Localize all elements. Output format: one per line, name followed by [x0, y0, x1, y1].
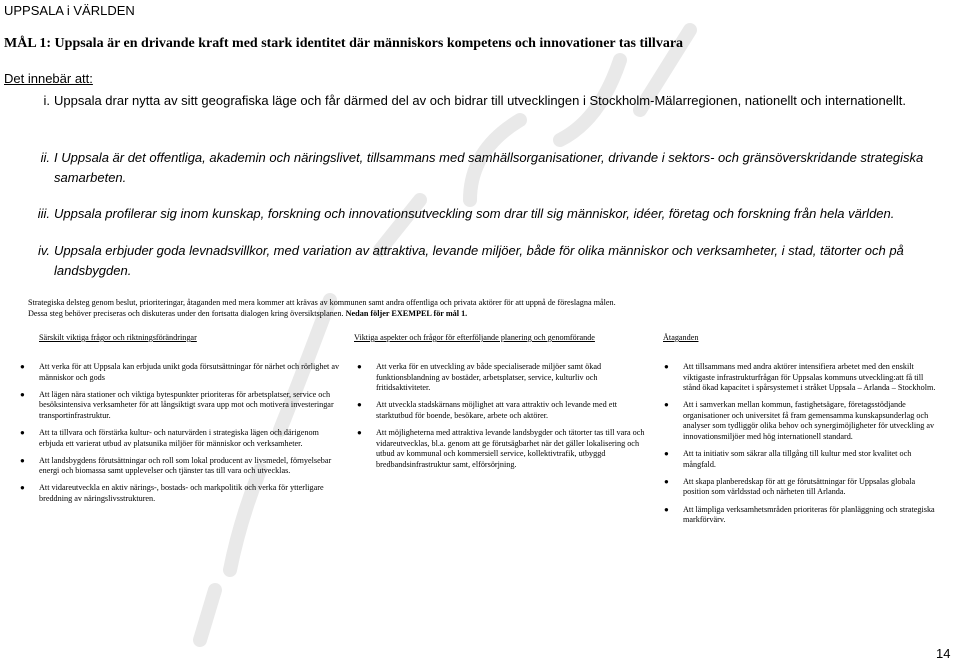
- list-item: [18, 390, 340, 422]
- list-item-text: Att ta initiativ som säkrar alla tillgång till kultur med stor kvalitet och mångfald.: [683, 449, 912, 469]
- column-heading-commitments: Åtaganden: [663, 333, 699, 342]
- list-item-text: Att lämpliga verksamhetsmråden prioriteras för planläggning och strategiska markförvärv.: [683, 504, 935, 525]
- list-item: [355, 428, 650, 470]
- list-item-text: Att skapa planberedskap för att ge förutsättningar för Uppsalas globala position som världsstad och närheten till Arlanda.: [683, 476, 916, 497]
- list-item: [662, 505, 942, 526]
- list-item-text: Att lägen nära stationer och viktiga bytespunkter prioriteras för arbetsplatser, service och besöksintensiva verksamheter för att långsiktigt svara upp mot och motivera investeringar transportinfrastruktur.: [39, 389, 334, 420]
- list-item-text: Att möjligheterna med attraktiva levande landsbygder och tätorter tas till vara och vidareutvecklas, bl.a. genom att ge förutsägbarhet när det gäller lokalisering och utbud av kommunal och kommersiell service, kollektivtrafik, utbyggd bredbandsinfrastruktur samt, elförsörjning.: [376, 427, 645, 469]
- list-item: [662, 400, 942, 442]
- list-item: [662, 449, 942, 470]
- list-item: [18, 362, 340, 383]
- column-heading-issues: Särskilt viktiga frågor och riktningsförändringar: [39, 333, 197, 342]
- list-item-text: Att vidareutveckla en aktiv närings-, bostads- och markpolitik och verka för ytterligare breddning av näringslivsstrukturen.: [39, 483, 324, 503]
- strategy-note-text: Dessa steg behöver preciseras och diskuteras under den fortsatta dialogen kring översiktsplanen.: [28, 309, 344, 318]
- strategy-note-line: Strategiska delsteg genom beslut, prioriteringar, åtaganden med mera kommer att krävas av kommunen samt andra offentliga och privata aktörer för att uppnå de föreslagna målen.: [28, 298, 616, 307]
- goal-item-number: iv.: [37, 243, 50, 258]
- list-item: [355, 400, 650, 421]
- list-item: [662, 477, 942, 498]
- list-item-text: Att utveckla stadskärnans möjlighet att vara attraktiv och levande med ett starktutbud för boende, besökare, arbete och aktörer.: [376, 400, 617, 420]
- goal-item-number: i.: [43, 93, 50, 108]
- list-item: [18, 456, 340, 477]
- bullet-icon: ●: [20, 455, 25, 465]
- commitments-list: [662, 362, 942, 532]
- page-header-title: UPPSALA i VÄRLDEN: [4, 3, 135, 18]
- goal-item-text: Uppsala profilerar sig inom kunskap, forskning och innovationsutveckling som drar till sig människor, idéer, företag och forskning från hela världen.: [54, 206, 895, 221]
- goal-item-number: ii.: [40, 150, 50, 165]
- bullet-icon: ●: [357, 400, 362, 410]
- bullet-icon: ●: [664, 362, 669, 371]
- page-number: 14: [936, 646, 951, 661]
- issues-list: [18, 362, 340, 511]
- bullet-icon: ●: [664, 400, 669, 410]
- list-item: [662, 362, 942, 394]
- aspects-list: [355, 362, 650, 477]
- list-item: [355, 362, 650, 394]
- bullet-icon: ●: [664, 449, 669, 459]
- strategy-note-emphasis: Nedan följer EXEMPEL för mål 1.: [345, 309, 468, 318]
- bullet-icon: ●: [20, 362, 25, 371]
- list-item-text: Att ta tillvara och förstärka kultur- och naturvärden i strategiska lägen och därigenom erbjuda ett varierat utbud av platsunika miljöer för människor och verksamheter.: [39, 427, 319, 448]
- list-item-text: Att verka för en utveckling av både specialiserade miljöer samt ökad funktionsblandning av bostäder, arbetsplatser, service, kulturliv och fritidsaktiviteter.: [376, 362, 602, 393]
- bullet-icon: ●: [20, 427, 25, 437]
- list-item-text: Att tillsammans med andra aktörer intensifiera arbetet med den enskilt viktigaste infrastrukturfrågan för Uppsalas kommuns utveckling:att få till stånd ökad kapacitet i spårsystemet i stråket Uppsala – Arlanda – Stockholm.: [683, 362, 936, 393]
- list-item-text: Att verka för att Uppsala kan erbjuda unikt goda försutsättningar för närhet och rörlighet av människor och gods: [39, 362, 340, 382]
- goal-heading: MÅL 1: Uppsala är en drivande kraft med stark identitet där människors kompetens och innovationer tas tillvara: [4, 36, 684, 51]
- list-item-text: Att landsbygdens förutsättningar och roll som lokal producent av livsmedel, förnyelsebar energi och biomassa samt upplevelser och tjänster tas till vara och utvecklas.: [39, 455, 332, 476]
- goal-item-number: iii.: [37, 206, 50, 221]
- list-item: [18, 483, 340, 504]
- goal-intro: Det innebär att:: [4, 71, 93, 86]
- goal-item-text: Uppsala drar nytta av sitt geografiska läge och får därmed del av och bidrar till utvecklingen i Stockholm-Mälarregionen, nationellt och internationellt.: [54, 93, 906, 108]
- list-item: [18, 428, 340, 449]
- bullet-icon: ●: [357, 427, 362, 437]
- bullet-icon: ●: [664, 476, 669, 486]
- goal-item-text: Uppsala erbjuder goda levnadsvillkor, med variation av attraktiva, levande miljöer, både för olika människor och verksamheter, i stad, tätorter och på landsbygden.: [54, 243, 904, 278]
- strategy-note-line: [28, 308, 928, 319]
- bullet-icon: ●: [357, 362, 362, 371]
- list-item-text: Att i samverkan mellan kommun, fastighetsägare, företagsstödjande organisationer och universitet få fram gemensamma kunskapsunderlag och analyser som tydliggör olika behov och synergimöjligheter för utveckling av innovationsmiljöer med hög internationell standard.: [683, 400, 935, 442]
- bullet-icon: ●: [20, 389, 25, 399]
- bullet-icon: ●: [20, 483, 25, 493]
- bullet-icon: ●: [664, 504, 669, 514]
- strategy-note: [28, 297, 928, 319]
- column-heading-aspects: Viktiga aspekter och frågor för efterföljande planering och genomförande: [354, 333, 595, 342]
- goal-item-text: I Uppsala är det offentliga, akademin och näringslivet, tillsammans med samhällsorganisationer, drivande i sektors- och gränsöverskridande strategiska samarbeten.: [54, 150, 924, 185]
